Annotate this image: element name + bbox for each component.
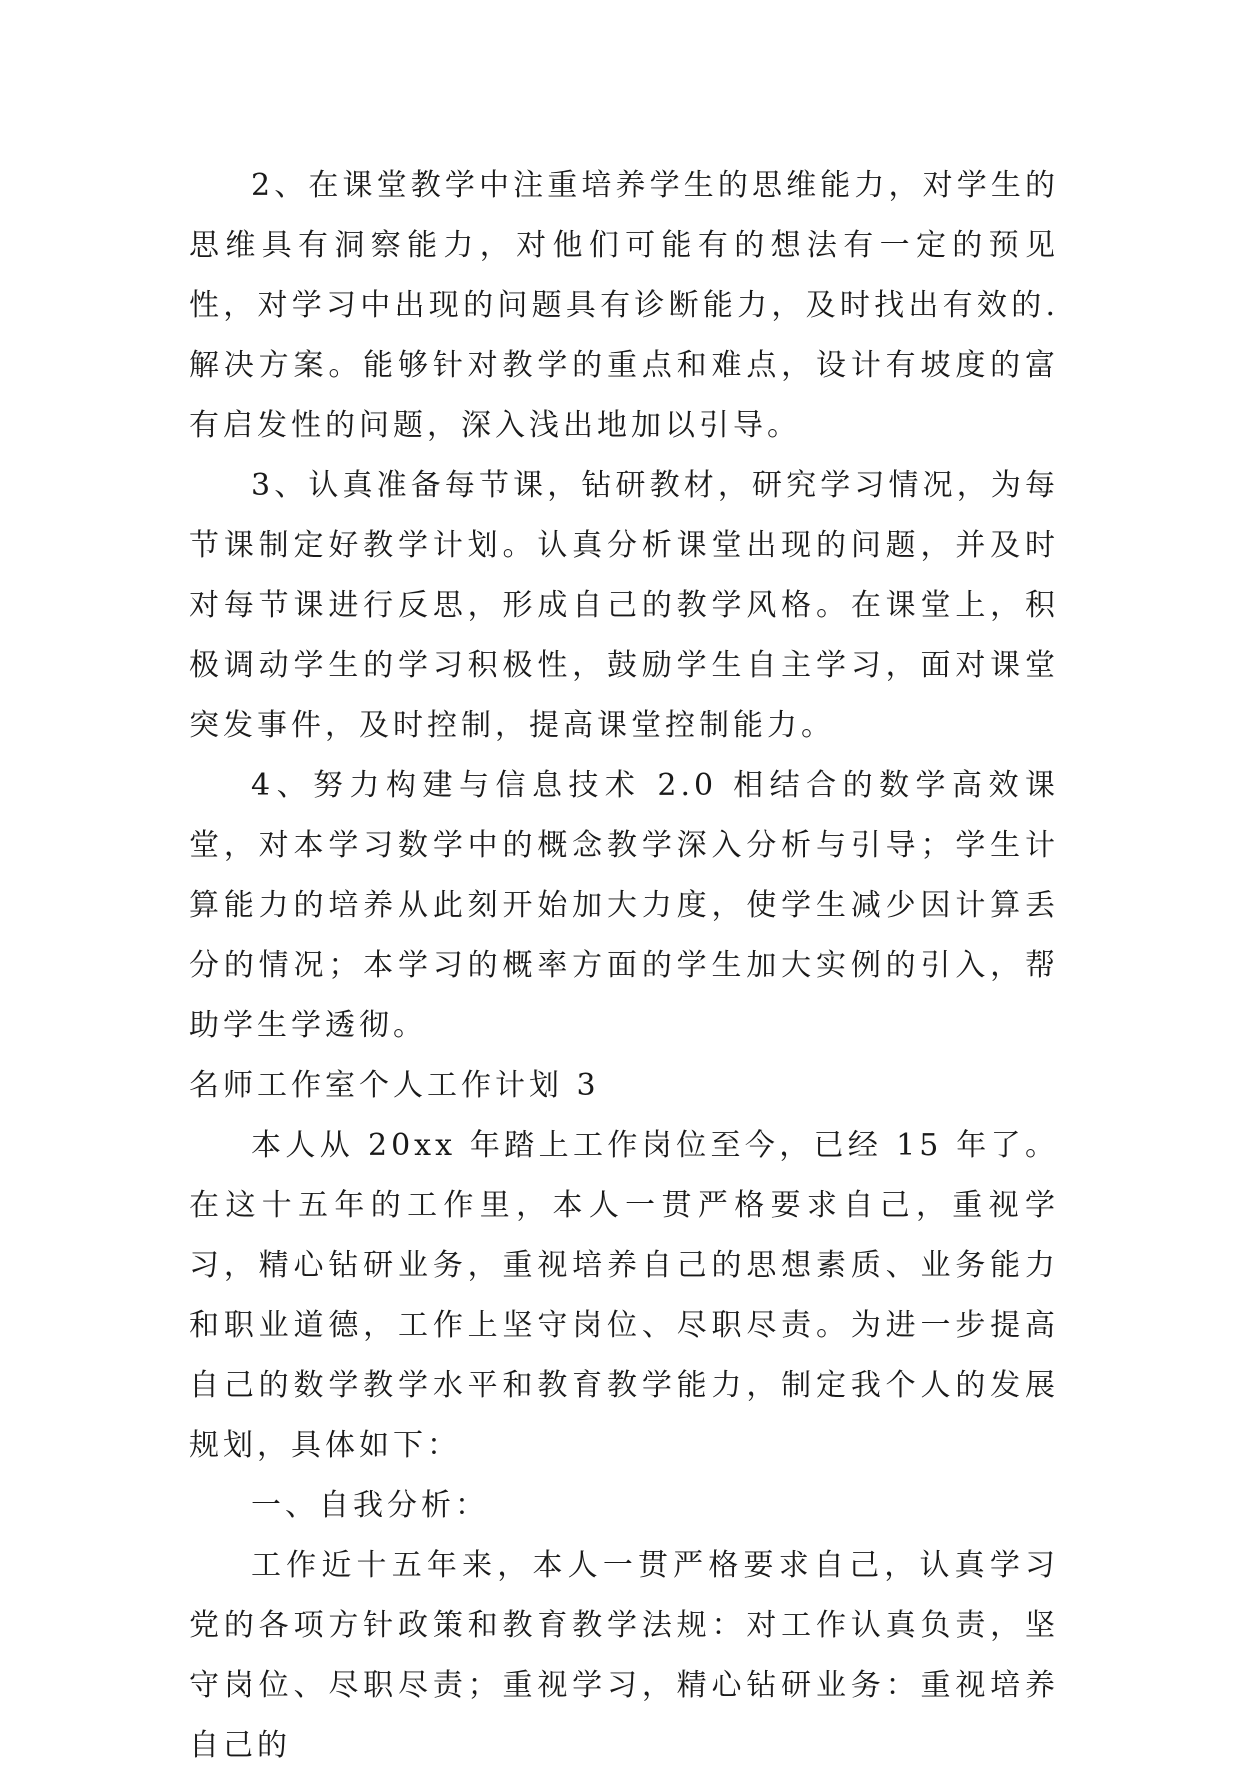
subsection-heading: 一、自我分析： (251, 1488, 489, 1523)
document-body (189, 156, 1059, 1776)
paragraph-item-3: 3、认真准备每节课，钻研教材，研究学习情况，为每节课制定好教学计划。认真分析课堂出现的问题，并及时对每节课进行反思，形成自己的教学风格。在课堂上，积极调动学生的学习积极性，鼓励学生自主学习，面对课堂突发事件，及时控制，提高课堂控制能力。 (189, 468, 1059, 743)
self-analysis-paragraph: 工作近十五年来，本人一贯严格要求自己，认真学习党的各项方针政策和教育教学法规：对工作认真负责，坚守岗位、尽职尽责；重视学习，精心钻研业务：重视培养自己的 (189, 1548, 1059, 1763)
section-title: 名师工作室个人工作计划 3 (189, 1068, 600, 1103)
paragraph-item-2: 2、在课堂教学中注重培养学生的思维能力，对学生的思维具有洞察能力，对他们可能有的想法有一定的预见性，对学习中出现的问题具有诊断能力，及时找出有效的.解决方案。能够针对教学的重点和难点，设计有坡度的富有启发性的问题，深入浅出地加以引导。 (189, 168, 1059, 443)
intro-paragraph: 本人从 20xx 年踏上工作岗位至今，已经 15 年了。在这十五年的工作里，本人一贯严格要求自己，重视学习，精心钻研业务，重视培养自己的思想素质、业务能力和职业道德，工作上坚守岗位、尽职尽责。为进一步提高自己的数学教学水平和教育教学能力，制定我个人的发展规划，具体如下： (189, 1128, 1059, 1463)
paragraph-item-4: 4、努力构建与信息技术 2.0 相结合的数学高效课堂，对本学习数学中的概念教学深入分析与引导；学生计算能力的培养从此刻开始加大力度，使学生减少因计算丢分的情况；本学习的概率方面的学生加大实例的引入，帮助学生学透彻。 (189, 768, 1059, 1043)
